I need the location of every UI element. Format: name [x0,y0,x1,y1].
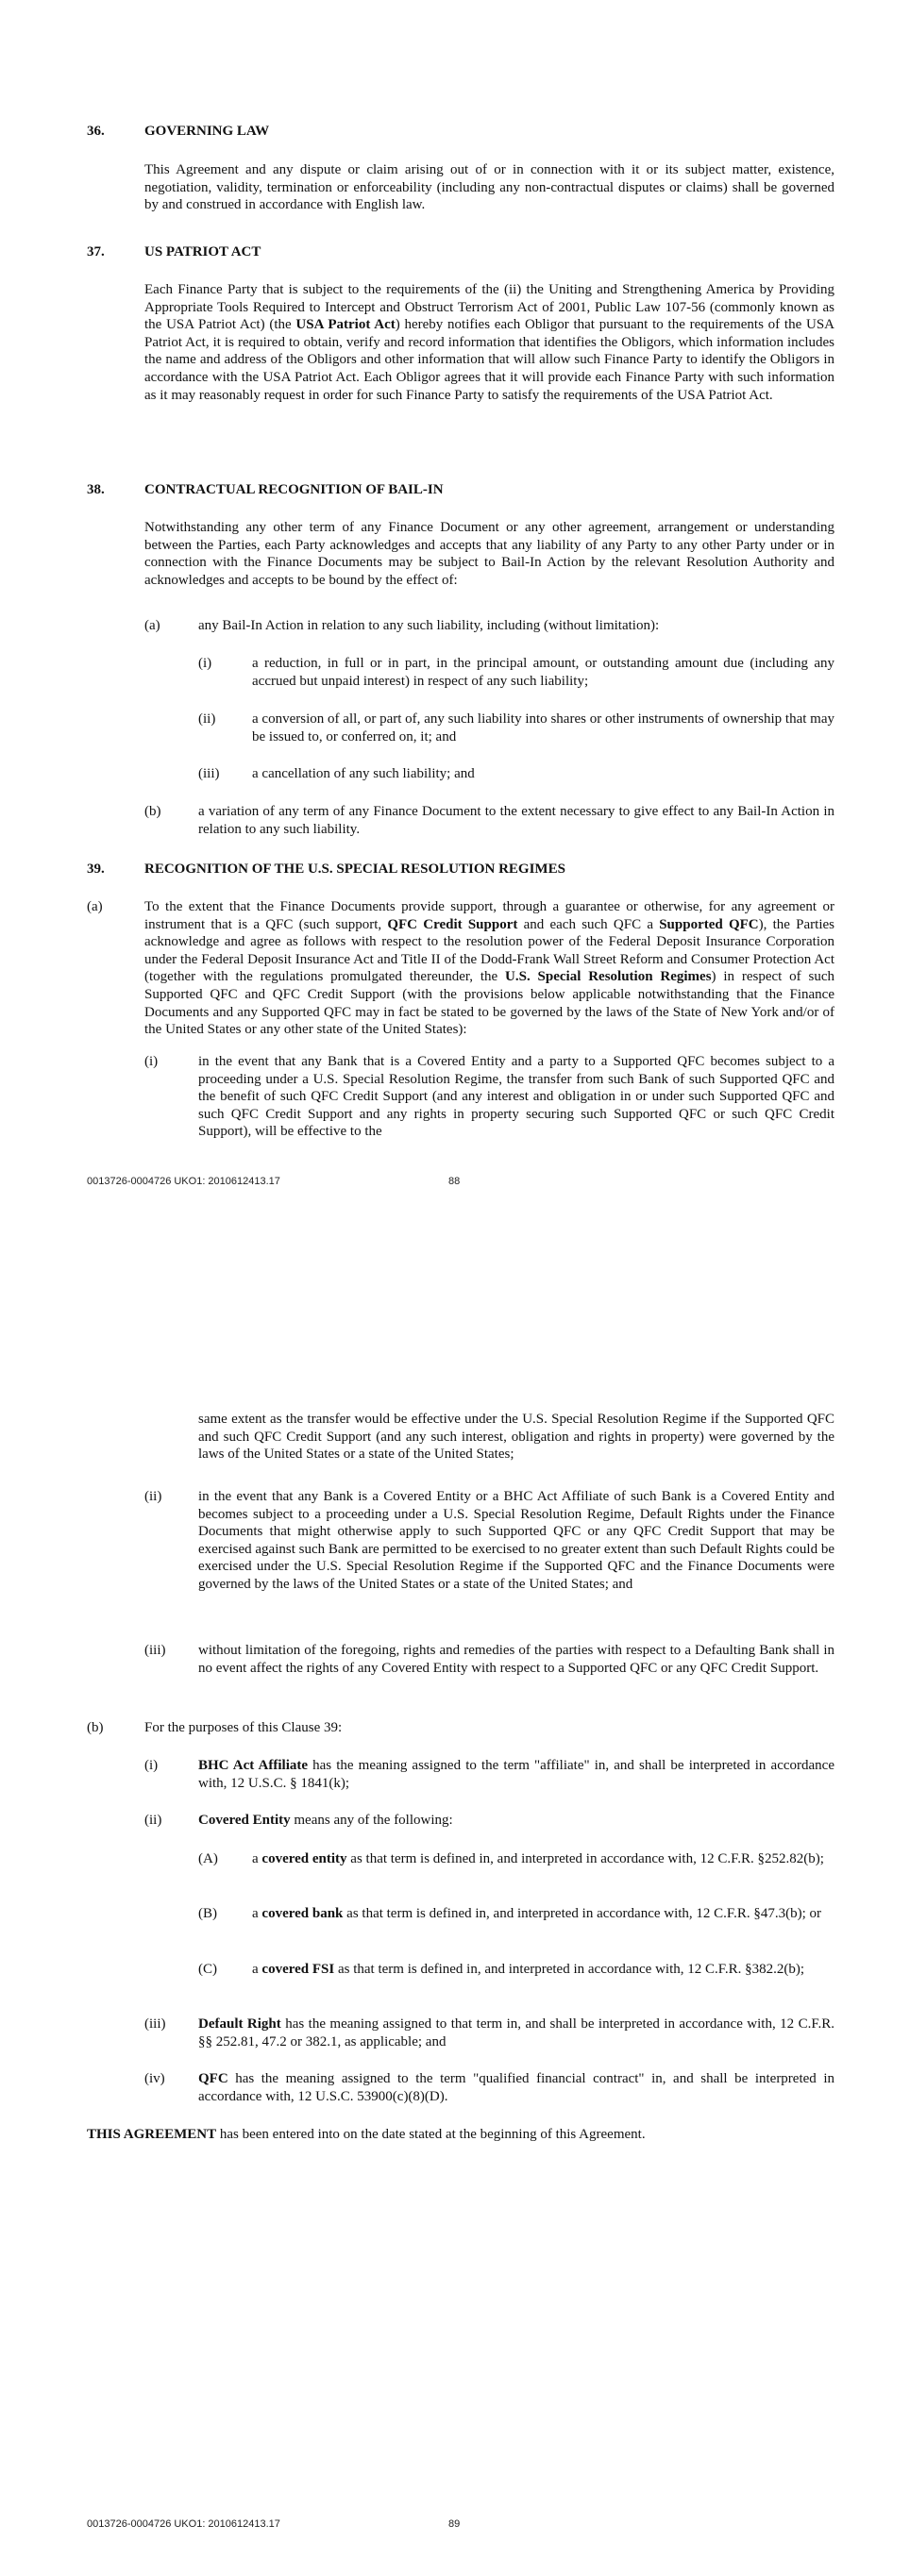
closing-statement: THIS AGREEMENT has been entered into on the date stated at the beginning of this Agreement. [87,2127,646,2142]
clause-38-a-i-label: (i) [198,656,212,671]
clause-39-a-iii-text: without limitation of the foregoing, rights and remedies of the parties with respect to a Defaulting Bank shall in no event affect the rights of any Covered Entity with respect to a Supported QFC or any QFC Credit Support. [198,1643,834,1676]
clause-36-number: 36. [87,124,105,139]
clause-38-number: 38. [87,482,105,497]
clause-39-a-ii-label: (ii) [144,1489,162,1504]
clause-39-b-ii-text: Covered Entity means any of the following: [198,1813,453,1828]
clause-39-b-ii-B-text: a covered bank as that term is defined in, and interpreted in accordance with, 12 C.F.R. §47.3(b); or [252,1906,821,1921]
clause-39-b-text: For the purposes of this Clause 39: [144,1720,343,1735]
page-number: 88 [448,1176,461,1187]
clause-39-b-label: (b) [87,1720,104,1735]
clause-38-a-ii-text: a conversion of all, or part of, any such liability into shares or other instruments of ownership that may be issued to, or conferred on, it; and [252,711,834,744]
defined-term-supported-qfc: Supported QFC [659,916,759,932]
defined-term-us-special-resolution-regimes: U.S. Special Resolution Regimes [505,969,712,985]
clause-38-a-i-text: a reduction, in full or in part, in the principal amount, or outstanding amount due (including any accrued but unpaid interest) in respect of any such liability; [252,656,834,689]
clause-39-b-i-text: BHC Act Affiliate has the meaning assigned to the term "affiliate" in, and shall be interpreted in accordance with, 12 U.S.C. § 1841(k); [198,1758,834,1791]
document-page-89 [0,1288,910,2576]
clause-38-a-iii-text: a cancellation of any such liability; and [252,766,475,781]
clause-39-b-iv-label: (iv) [144,2071,165,2086]
clause-38-heading: CONTRACTUAL RECOGNITION OF BAIL-IN [144,482,444,497]
page-number: 89 [448,2518,461,2530]
clause-39-a-label: (a) [87,899,103,914]
clause-38-b-text: a variation of any term of any Finance Document to the extent necessary to give effect to any Bail-In Action in relation to any such liability. [198,804,834,837]
defined-term-usa-patriot-act: USA Patriot Act [295,317,396,333]
closing-this-agreement: THIS AGREEMENT [87,2127,217,2142]
defined-term-default-right: Default Right [198,2016,281,2032]
clause-39-a-i-continued-text: same extent as the transfer would be effective under the U.S. Special Resolution Regime if the Supported QFC and such QFC Credit Support (and any such interest, obligation and rights in property) were governed by the laws of the United States or a state of the United States; [198,1412,834,1463]
clause-39-a-i-label: (i) [144,1054,159,1069]
clause-39-a-i-text: in the event that any Bank that is a Covered Entity and a party to a Supported QFC becomes subject to a proceeding under a U.S. Special Resolution Regime, the transfer from such Bank of such Supported QFC and the benefit of such QFC Credit Support (and any interest and obligation in or under such Supported QFC and such QFC Credit Support and any rights in property securing such Supported QFC or such QFC Credit Support), will be effective to the [198,1054,834,1140]
defined-term-bhc-act-affiliate: BHC Act Affiliate [198,1758,309,1773]
clause-39-b-iii-text: Default Right has the meaning assigned to that term in, and shall be interpreted in accordance with, 12 C.F.R. §§ 252.81, 47.2 or 382.1, as applicable; and [198,2016,835,2049]
clause-39-b-i-label: (i) [144,1758,159,1773]
clause-36-heading: GOVERNING LAW [144,124,270,139]
footer-document-reference: 0013726-0004726 UKO1: 2010612413.17 [87,2518,280,2530]
clause-39-a-text: To the extent that the Finance Documents provide support, through a guarantee or otherwise, for any agreement or instrument that is a QFC (such support, QFC Credit Support and each such QFC a Supported QFC), the Parties acknowledge and agree as follows with respect to the resolution power of the Federal Deposit Insurance Corporation under the Federal Deposit Insurance Act and Title II of the Dodd-Frank Wall Street Reform and Consumer Protection Act (together with the regulations promulgated thereunder, the U.S. Special Resolution Regimes) in respect of such Supported QFC and QFC Credit Support (with the provisions below applicable notwithstanding that the Finance Documents and any Supported QFC may in fact be stated to be governed by the laws of the State of New York and/or of the United States or any other state of the United States): [144,899,834,1038]
clause-39-b-iv-text: QFC has the meaning assigned to the term "qualified financial contract" in, and shall be interpreted in accordance with, 12 U.S.C. 53900(c)(8)(D). [198,2071,834,2104]
defined-term-covered-entity-lower: covered entity [261,1851,347,1866]
clause-39-b-ii-B-label: (B) [198,1906,217,1921]
clause-39-heading: RECOGNITION OF THE U.S. SPECIAL RESOLUTION REGIMES [144,861,565,877]
clause-36-text: This Agreement and any dispute or claim arising out of or in connection with it or its subject matter, existence, negotiation, validity, termination or enforceability (including any non-contractual disputes or claims) shall be governed by and construed in accordance with English law. [144,162,834,213]
clause-39-b-iii-label: (iii) [144,2016,166,2032]
clause-39-b-ii-A-label: (A) [198,1851,218,1866]
clause-39-number: 39. [87,861,105,877]
clause-37-heading: US PATRIOT ACT [144,244,261,259]
defined-term-qfc: QFC [198,2071,228,2086]
footer-document-reference: 0013726-0004726 UKO1: 2010612413.17 [87,1176,280,1187]
clause-37-number: 37. [87,244,105,259]
clause-38-a-label: (a) [144,618,160,633]
clause-37-text: Each Finance Party that is subject to the requirements of the (ii) the Uniting and Strengthening America by Providing Appropriate Tools Required to Intercept and Obstruct Terrorism Act of 2001, Public Law 107-56 (commonly known as the USA Patriot Act) (the USA Patriot Act) hereby notifies each Obligor that pursuant to the requirements of the USA Patriot Act, it is required to obtain, verify and record information that identifies the Obligors, which information includes the name and address of the Obligors and other information that will allow such Finance Party to identify the Obligors in accordance with the USA Patriot Act. Each Obligor agrees that it will provide each Finance Party with such information as it may reasonably request in order for such Finance Party to satisfy the requirements of the USA Patriot Act. [144,282,834,403]
clause-38-a-iii-label: (iii) [198,766,220,781]
clause-39-b-ii-label: (ii) [144,1813,162,1828]
defined-term-covered-fsi: covered FSI [261,1962,335,1977]
clause-39-b-ii-C-label: (C) [198,1962,217,1977]
clause-38-a-text: any Bail-In Action in relation to any such liability, including (without limitation): [198,618,660,633]
defined-term-qfc-credit-support: QFC Credit Support [387,916,518,932]
clause-38-intro: Notwithstanding any other term of any Finance Document or any other agreement, arrangement or understanding between the Parties, each Party acknowledges and accepts that any liability of any Party to any other Party under or in connection with the Finance Documents may be subject to Bail-In Action by the relevant Resolution Authority and acknowledges and accepts to be bound by the effect of: [144,520,834,588]
clause-38-b-label: (b) [144,804,161,819]
clause-39-b-ii-C-text: a covered FSI as that term is defined in, and interpreted in accordance with, 12 C.F.R. §382.2(b); [252,1962,805,1977]
defined-term-covered-entity: Covered Entity [198,1813,291,1828]
clause-39-a-ii-text: in the event that any Bank is a Covered Entity or a BHC Act Affiliate of such Bank is a Covered Entity and becomes subject to a proceeding under a U.S. Special Resolution Regime, Default Rights under the Finance Documents that might otherwise apply to such Supported QFC or any QFC Credit Support that may be exercised against such Bank are permitted to be exercised to no greater extent than such Default Rights could be exercised under the U.S. Special Resolution Regime if the Supported QFC and the Finance Documents were governed by the laws of the United States or a state of the United States; and [198,1489,834,1592]
clause-38-a-ii-label: (ii) [198,711,216,727]
clause-39-b-ii-A-text: a covered entity as that term is defined in, and interpreted in accordance with, 12 C.F.R. §252.82(b); [252,1851,824,1866]
defined-term-covered-bank: covered bank [261,1906,344,1921]
clause-39-a-iii-label: (iii) [144,1643,166,1658]
